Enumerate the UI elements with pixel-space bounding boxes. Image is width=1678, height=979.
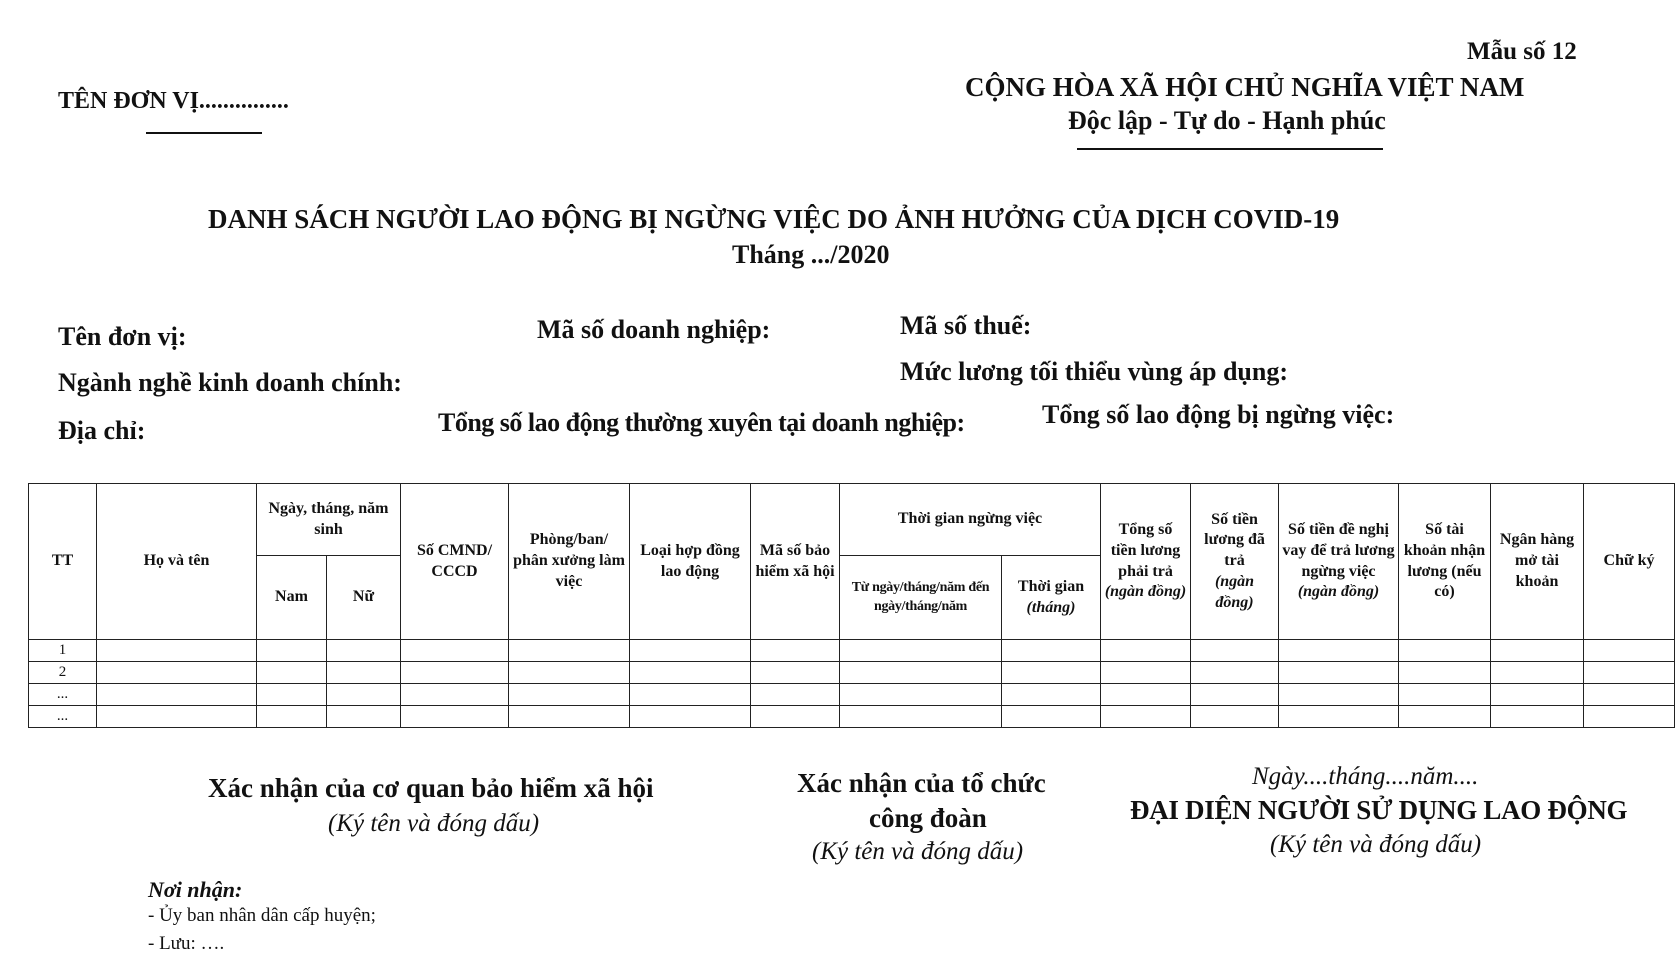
paid-label: Số tiền lương đã trả — [1204, 510, 1265, 570]
employer-representative-title: ĐẠI DIỆN NGƯỜI SỬ DỤNG LAO ĐỘNG — [1130, 795, 1628, 825]
col-header-signature: Chữ ký — [1584, 484, 1675, 640]
table-row — [29, 706, 1675, 728]
total-salary-unit: (ngàn đồng) — [1104, 583, 1187, 601]
row-number: 1 — [29, 640, 97, 662]
national-motto: Độc lập - Tự do - Hạnh phúc — [1068, 106, 1386, 135]
col-header-contract: Loại hợp đồng lao động — [630, 484, 751, 640]
unit-name-header: TÊN ĐƠN VỊ............... — [58, 88, 289, 114]
union-confirmation-title-line2: công đoàn — [869, 803, 987, 833]
republic-heading: CỘNG HÒA XÃ HỘI CHỦ NGHĨA VIỆT NAM — [965, 72, 1525, 102]
info-unit-name: Tên đơn vị: — [58, 322, 187, 351]
col-header-duration — [1002, 556, 1101, 640]
recipient-item: - Lưu: …. — [148, 933, 225, 954]
row-number: ... — [29, 684, 97, 706]
total-salary-label: Tổng số tiền lương phải trả — [1110, 520, 1181, 580]
employee-table-container — [28, 483, 1674, 728]
motto-underline — [1077, 148, 1383, 150]
recipient-item: - Ủy ban nhân dân cấp huyện; — [148, 905, 376, 926]
info-min-wage: Mức lương tối thiểu vùng áp dụng: — [900, 357, 1289, 386]
insurance-confirmation-title: Xác nhận của cơ quan bảo hiểm xã hội — [208, 773, 654, 803]
duration-label: Thời gian — [1017, 577, 1085, 595]
union-confirmation-title-line1: Xác nhận của tổ chức — [797, 768, 1046, 798]
document-title: DANH SÁCH NGƯỜI LAO ĐỘNG BỊ NGỪNG VIỆC DO ẢNH HƯỞNG CỦA DỊCH COVID-19 — [208, 204, 1340, 234]
col-header-dob: Ngày, tháng, năm sinh — [257, 484, 401, 556]
table-row — [29, 640, 1675, 662]
info-address: Địa chỉ: — [58, 416, 146, 445]
form-number: Mẫu số 12 — [1467, 38, 1577, 65]
col-header-tt: TT — [29, 484, 97, 640]
info-tax-code: Mã số thuế: — [900, 311, 1032, 340]
signature-date: Ngày....tháng....năm.... — [1252, 763, 1479, 790]
col-header-bank: Ngân hàng mở tài khoản — [1491, 484, 1584, 640]
info-total-suspended-workers: Tổng số lao động bị ngừng việc: — [1042, 400, 1395, 429]
row-number: ... — [29, 706, 97, 728]
col-header-total-salary — [1101, 484, 1191, 640]
insurance-confirmation-note: (Ký tên và đóng dấu) — [328, 810, 540, 837]
table-row — [29, 662, 1675, 684]
info-total-regular-workers: Tổng số lao động thường xuyên tại doanh nghiệp: — [438, 408, 965, 437]
table-row — [29, 684, 1675, 706]
info-enterprise-code: Mã số doanh nghiệp: — [537, 315, 771, 344]
row-number: 2 — [29, 662, 97, 684]
employee-table — [28, 483, 1675, 728]
col-header-suspension: Thời gian ngừng việc — [840, 484, 1101, 556]
union-confirmation-note: (Ký tên và đóng dấu) — [812, 838, 1024, 865]
col-header-insurance: Mã số bảo hiểm xã hội — [751, 484, 840, 640]
col-header-department: Phòng/ban/ phân xưởng làm việc — [509, 484, 630, 640]
paid-unit: (ngàn đồng) — [1214, 572, 1255, 611]
document-month: Tháng .../2020 — [732, 240, 890, 269]
recipients-title: Nơi nhận: — [148, 877, 243, 902]
col-header-male: Nam — [257, 556, 327, 640]
col-header-loan — [1279, 484, 1399, 640]
duration-unit: (tháng) — [1026, 598, 1076, 616]
employer-representative-note: (Ký tên và đóng dấu) — [1270, 831, 1482, 858]
col-header-id: Số CMND/ CCCD — [401, 484, 509, 640]
col-header-account: Số tài khoản nhận lương (nếu có) — [1399, 484, 1491, 640]
unit-name-underline — [146, 132, 262, 134]
loan-label: Số tiền đề nghị vay để trả lương ngừng việc — [1282, 520, 1395, 580]
col-header-from-to: Từ ngày/tháng/năm đến ngày/tháng/năm — [840, 556, 1002, 640]
info-main-industry: Ngành nghề kinh doanh chính: — [58, 368, 402, 397]
col-header-name: Họ và tên — [97, 484, 257, 640]
col-header-paid — [1191, 484, 1279, 640]
loan-unit: (ngàn đồng) — [1297, 583, 1380, 601]
col-header-female: Nữ — [327, 556, 401, 640]
